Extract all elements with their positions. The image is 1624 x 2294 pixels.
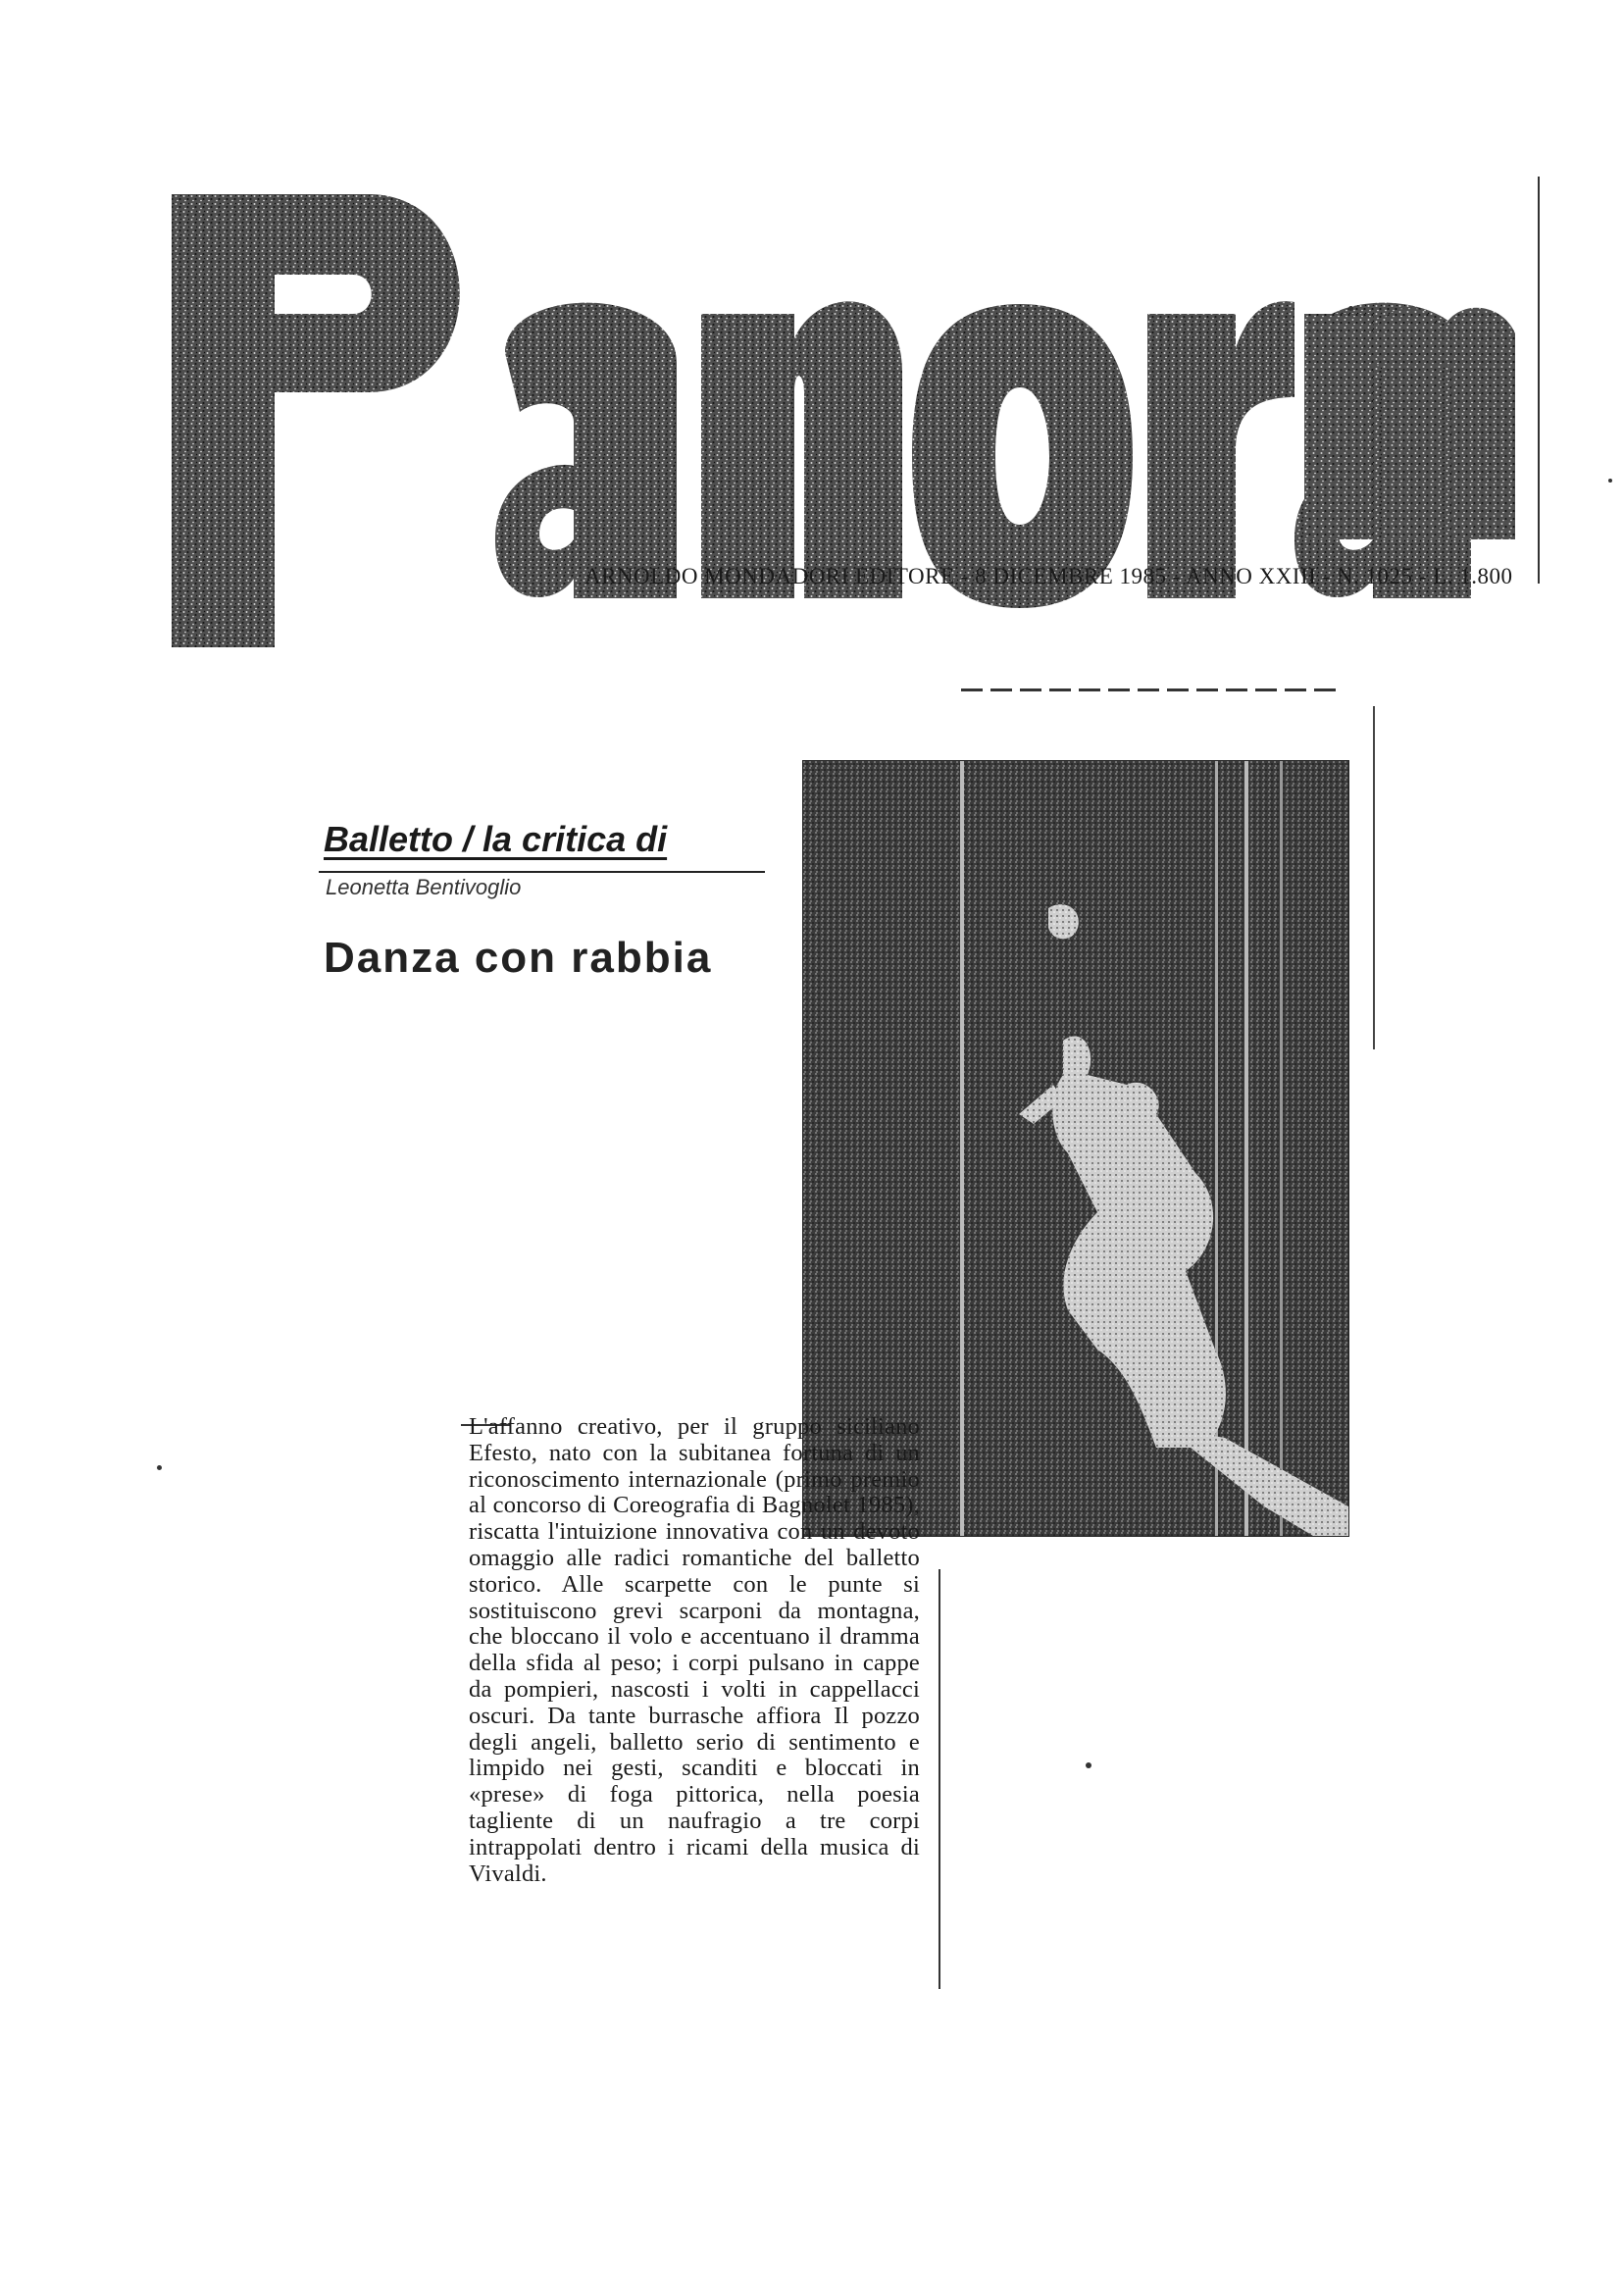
masthead-wordmark-tail-icon xyxy=(1304,294,1549,549)
scan-speck xyxy=(1086,1762,1091,1768)
issue-info-line: ARNOLDO MONDADORI EDITORE - 8 DICEMBRE 1985 - ANNO XXIII - N. 1025 - L. 1.800 xyxy=(584,564,1513,588)
scan-speck xyxy=(1348,306,1353,311)
kicker-rule xyxy=(319,871,765,873)
masthead-title xyxy=(167,186,168,187)
photo-top-rule xyxy=(961,688,1344,691)
article-side-rule xyxy=(939,1569,940,1989)
article-headline: Danza con rabbia xyxy=(324,934,713,982)
masthead-right-rule xyxy=(1538,177,1540,584)
scan-speck xyxy=(157,1465,162,1470)
photo-side-rule xyxy=(1373,706,1375,1049)
author-byline: Leonetta Bentivoglio xyxy=(326,875,522,899)
scan-speck xyxy=(1608,479,1612,483)
masthead-wordmark-tail xyxy=(1304,294,1549,549)
article-body: L'affanno creativo, per il gruppo siciliano Efesto, nato con la subitanea fortuna di un riconoscimento internazionale (primo premio al concorso di Coreografia di Bagnolet 1985), riscatta l'intuizione innovativa con un devoto omaggio alle radici romantiche del balletto storico. Alle scarpette con le punte si sostituiscono grevi scarponi da montagna, che bloccano il volo e accentuano il dramma della sfida al peso; i corpi pulsano in cappe da pompieri, nascosti i volti in cappellacci oscuri. Da tante burrasche affiora Il pozzo degli angeli, balletto serio di sentimento e limpido nei gesti, scanditi e bloccati in «prese» di foga pittorica, nella poesia tagliente di un naufragio a tre corpi intrappolati dentro i ricami della musica di Vivaldi. xyxy=(469,1413,920,1887)
section-kicker: Balletto / la critica di xyxy=(324,819,668,859)
